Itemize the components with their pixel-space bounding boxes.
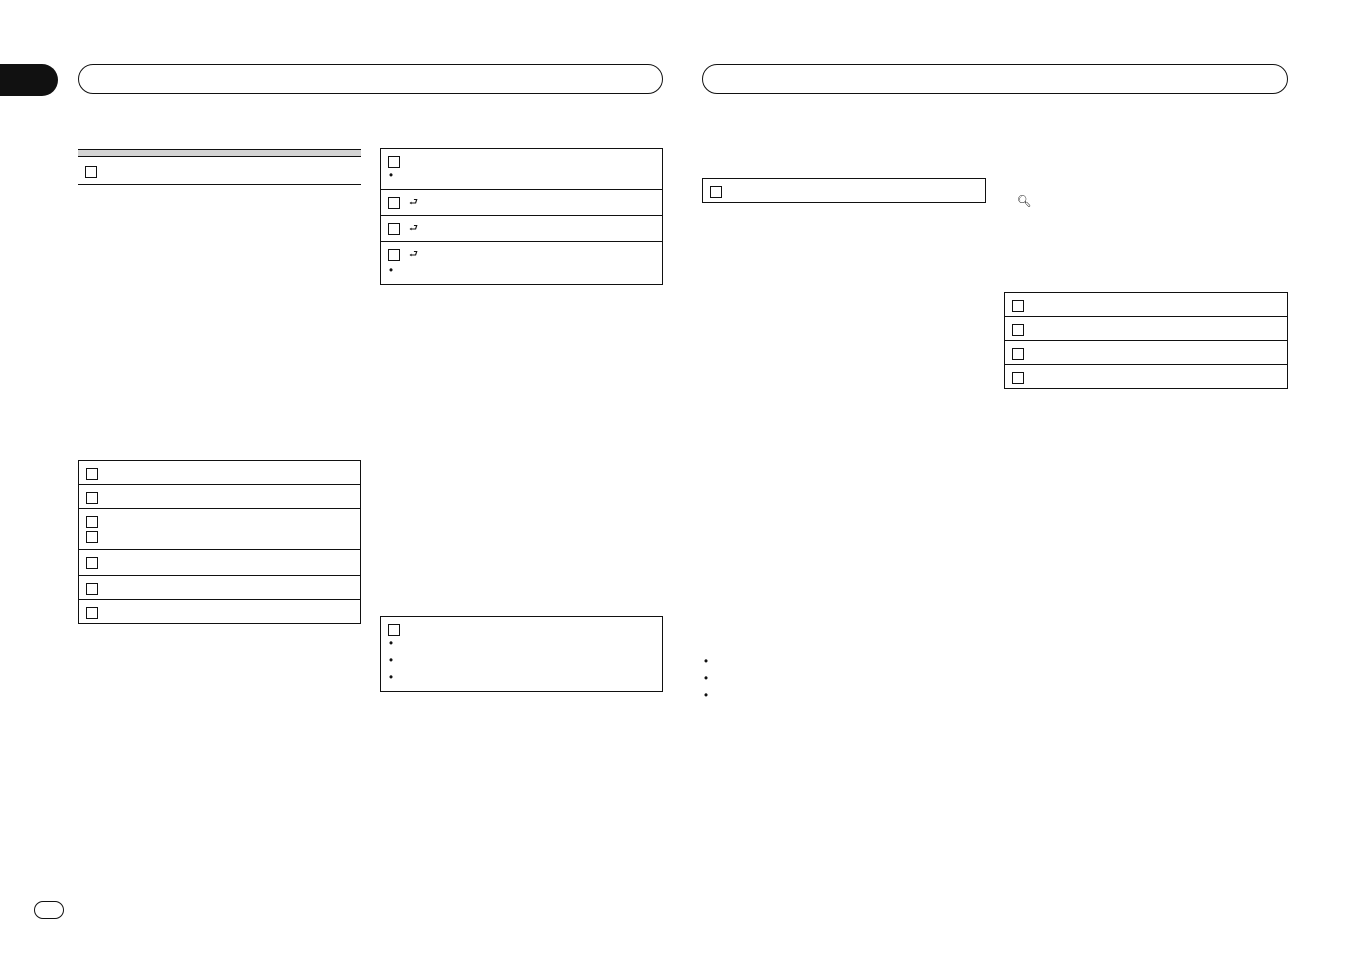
return-icon: ⮐	[409, 223, 418, 234]
display-notes	[702, 654, 986, 705]
bullet-icon: •	[389, 638, 394, 650]
op-step	[1033, 345, 1281, 360]
section-number-badge	[0, 64, 58, 96]
op-select-file	[1005, 293, 1287, 317]
op-view-folder	[1005, 341, 1287, 365]
bullet-icon: •	[704, 656, 709, 668]
op-bullet	[408, 168, 656, 185]
step-number	[388, 624, 400, 636]
op-step	[107, 489, 354, 504]
op-text-info	[703, 179, 985, 202]
op-step	[107, 513, 354, 528]
page-number	[34, 901, 64, 919]
note-item	[723, 688, 986, 705]
op-play-folder	[1005, 365, 1287, 388]
op-step	[409, 621, 656, 636]
step-number	[388, 249, 400, 261]
op-step	[1033, 369, 1281, 384]
step-number	[86, 516, 98, 528]
search-icon: 🔍︎	[1016, 196, 1032, 208]
op-step	[107, 528, 354, 545]
op-root-folder	[381, 190, 662, 216]
op-step	[409, 194, 656, 211]
seek-table	[78, 149, 361, 185]
step-number	[1012, 300, 1024, 312]
mixtrax-table	[380, 616, 663, 692]
list-step-2	[1004, 245, 1288, 262]
op-play-usb	[79, 509, 360, 550]
seek-table-header	[78, 149, 361, 156]
return-icon: ⮐	[409, 197, 418, 208]
op-switch-cdda	[381, 216, 662, 242]
step-number	[1012, 348, 1024, 360]
bullet-icon: •	[389, 655, 394, 667]
op-step	[731, 183, 981, 198]
list-operations-table	[1004, 292, 1288, 389]
step-number	[86, 531, 98, 543]
bullet-icon: •	[389, 672, 394, 684]
step-number	[86, 468, 98, 480]
op-bullet	[408, 263, 656, 280]
page-title-left	[78, 64, 663, 94]
return-icon: ⮐	[409, 249, 418, 260]
bullet-icon: •	[389, 170, 394, 182]
op-mixtrax-toggle	[381, 617, 662, 691]
display-table	[702, 178, 986, 203]
step-number	[710, 186, 722, 198]
op-step	[1033, 297, 1281, 312]
op-switch-storage	[381, 242, 662, 284]
op-step	[409, 153, 656, 168]
op-step	[409, 220, 656, 237]
operations-table-2	[380, 148, 663, 285]
op-step	[107, 465, 354, 480]
op-step	[409, 246, 656, 263]
op-select-track	[79, 600, 360, 623]
list-step-1	[1004, 194, 1288, 211]
step-number	[1012, 324, 1024, 336]
seek-step	[84, 163, 355, 178]
op-play-cd	[79, 461, 360, 485]
bullet-icon: •	[389, 265, 394, 277]
note-item	[723, 671, 986, 688]
op-bullet	[408, 636, 656, 653]
step-number	[86, 607, 98, 619]
op-step	[107, 580, 354, 595]
step-number	[388, 223, 400, 235]
step-number	[86, 583, 98, 595]
op-stop-usb	[79, 550, 360, 576]
op-bullet	[408, 670, 656, 687]
page-title-right	[702, 64, 1288, 94]
op-step	[107, 604, 354, 619]
op-step	[107, 554, 354, 571]
step-number	[388, 156, 400, 168]
bullet-icon: •	[704, 673, 709, 685]
note-item	[723, 654, 986, 671]
step-number	[86, 492, 98, 504]
op-playback	[1005, 317, 1287, 341]
op-eject-cd	[79, 485, 360, 509]
seek-table-body	[78, 156, 361, 185]
op-step	[1033, 321, 1281, 336]
step-number	[85, 166, 97, 178]
bullet-icon: •	[704, 690, 709, 702]
step-number	[388, 197, 400, 209]
step-number	[1012, 372, 1024, 384]
step-number	[86, 557, 98, 569]
op-select-folder	[79, 576, 360, 600]
op-fast-forward	[381, 149, 662, 190]
basic-operations-table	[78, 460, 361, 624]
op-bullet	[408, 653, 656, 670]
